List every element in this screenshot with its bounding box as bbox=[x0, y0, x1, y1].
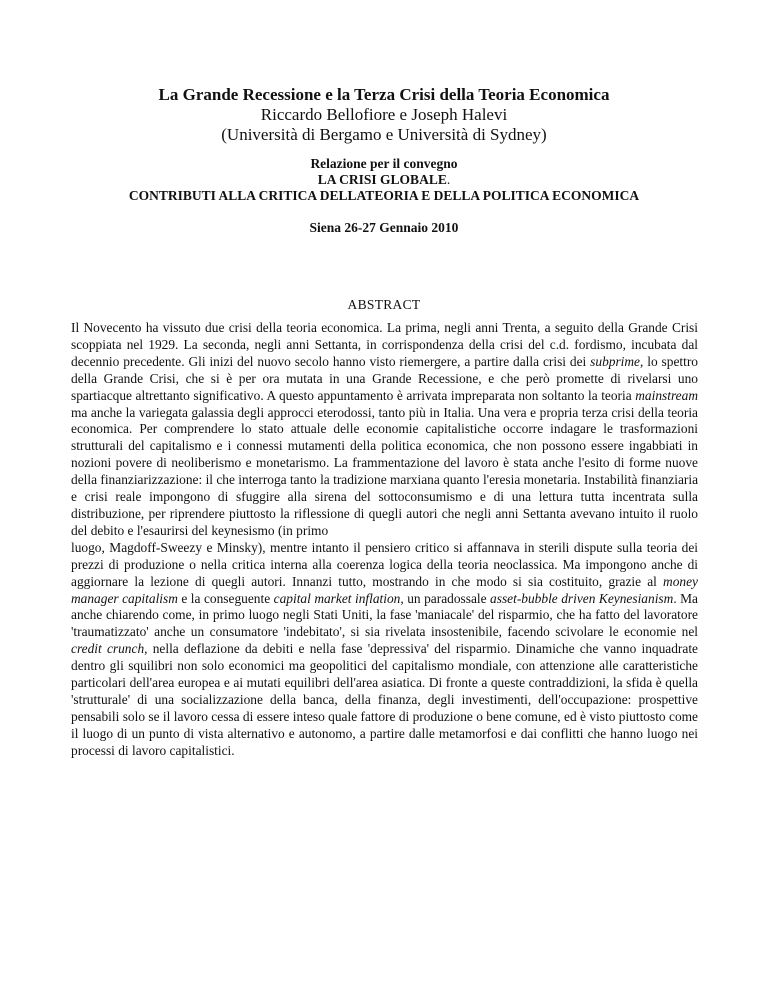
paper-title: La Grande Recessione e la Terza Crisi della Teoria Economica bbox=[158, 85, 610, 104]
abstract-paragraph-2 bbox=[71, 540, 698, 760]
abstract-italic-term: subprime bbox=[590, 353, 640, 369]
abstract-heading: ABSTRACT bbox=[347, 297, 421, 312]
abstract-text bbox=[71, 320, 698, 760]
abstract-italic-term: mainstream bbox=[635, 387, 698, 403]
abstract-segment: , nella deflazione da debiti e nella fase 'depressiva' del risparmio. Dinamiche che vanno inquadrate dentro gli squilibri non solo economici ma geopolitici del capitalismo mondiale, con attenzione alle caratteristiche particolari dell'area europea e ai mutati equilibri dell'area asiatica. Di fronte a queste contraddizioni, la sfida è quella 'strutturale' di una socializzazione della banca, della finanza, degli investimenti, dell'occupazione: prospettive pensabili solo se il lavoro cessa di essere inteso quale fattore di produzione o bene comune, ed è visto piuttosto come il luogo di un punto di vista alternativo e autonomo, a partire dalle metamorfosi e dai conflitti che hanno luogo nei processi di lavoro capitalistici. bbox=[71, 641, 698, 758]
abstract-segment: , lo spettro della Grande Crisi, che si è per ora mutata in una Grande Recessione, e che però promette di rivelarsi uno spartiacque altrettanto significativo. A questo appuntamento è arrivata impreparata non soltanto la teoria bbox=[71, 353, 698, 403]
abstract-segment: , un paradossale bbox=[400, 590, 491, 606]
abstract-italic-term: capital market inflation bbox=[273, 590, 401, 606]
conference-subtitle: CONTRIBUTI ALLA CRITICA DELLATEORIA E DELLA POLITICA ECONOMICA bbox=[128, 188, 640, 203]
conference-intro: Relazione per il convegno bbox=[310, 156, 458, 171]
abstract-segment: ma anche la variegata galassia degli approcci eterodossi, tanto più in Italia. Una vera e propria terza crisi della teoria economica. Per comprendere lo stato attuale delle economie capitalistiche occorre indagare le trasformazioni strutturali del capitalismo e i connessi mutamenti della politica economica, che non possono essere ingabbiati in nozioni povere di neoliberismo e monetarismo. La frammentazione del lavoro è stata anche l'esito di forme nuove della finanziarizzazione: il che interroga tanto la tradizione marxiana quanto l'eresia monetaria. Instabilità finanziaria e crisi reale impongono di sfuggire alla sirena del sottoconsumismo e di una lettura tutta incentrata sulla distribuzione, per riprendere piuttosto la riflessione di quegli autori che negli anni Settanta avevano intuito il ruolo del debito e l'esaurirsi del keynesismo (in primo bbox=[71, 404, 699, 538]
affiliation: (Università di Bergamo e Università di Sydney) bbox=[221, 125, 547, 144]
abstract-segment: . Ma anche chiarendo come, in primo luogo negli Stati Uniti, la fase 'maniacale' del risparmio, che ha fatto del lavoratore 'traumatizzato' anche un consumatore 'indebitato', si sia rivelata insostenibile, facendo scivolare le economie nel bbox=[71, 590, 698, 640]
abstract-italic-term: credit crunch bbox=[71, 641, 145, 657]
abstract-segment: Il Novecento ha vissuto due crisi della teoria economica. La prima, negli anni Trenta, a seguito della Grande Crisi scoppiata nel 1929. La seconda, negli anni Settanta, in corrispondenza della crisi del c.d. fordismo, incubata dal decennio precedente. Gli inizi del nuovo secolo hanno visto riemergere, a partire dalla crisi dei bbox=[71, 320, 698, 369]
conference-name-line bbox=[0, 171, 768, 188]
abstract-italic-term: asset-bubble driven Keynesianism bbox=[490, 590, 674, 606]
abstract-italic-term: money manager capitalism bbox=[71, 573, 698, 606]
authors: Riccardo Bellofiore e Joseph Halevi bbox=[260, 105, 508, 124]
conference-name-suffix: . bbox=[446, 172, 451, 187]
conference-date: Siena 26-27 Gennaio 2010 bbox=[309, 220, 459, 235]
conference-name: LA CRISI GLOBALE bbox=[317, 172, 447, 187]
abstract-paragraph-1 bbox=[71, 320, 698, 540]
abstract-segment: e la conseguente bbox=[177, 590, 274, 606]
abstract-segment: luogo, Magdoff-Sweezy e Minsky), mentre intanto il pensiero critico si affannava in sterili dispute sulla teoria dei prezzi di produzione o nella critica interna alla coerenza logica della teoria neoclassica. Ma impongono anche di aggiornare la lezione di quegli autori. Innanzi tutto, mostrando in che modo si sia costituito, grazie al bbox=[71, 539, 698, 589]
